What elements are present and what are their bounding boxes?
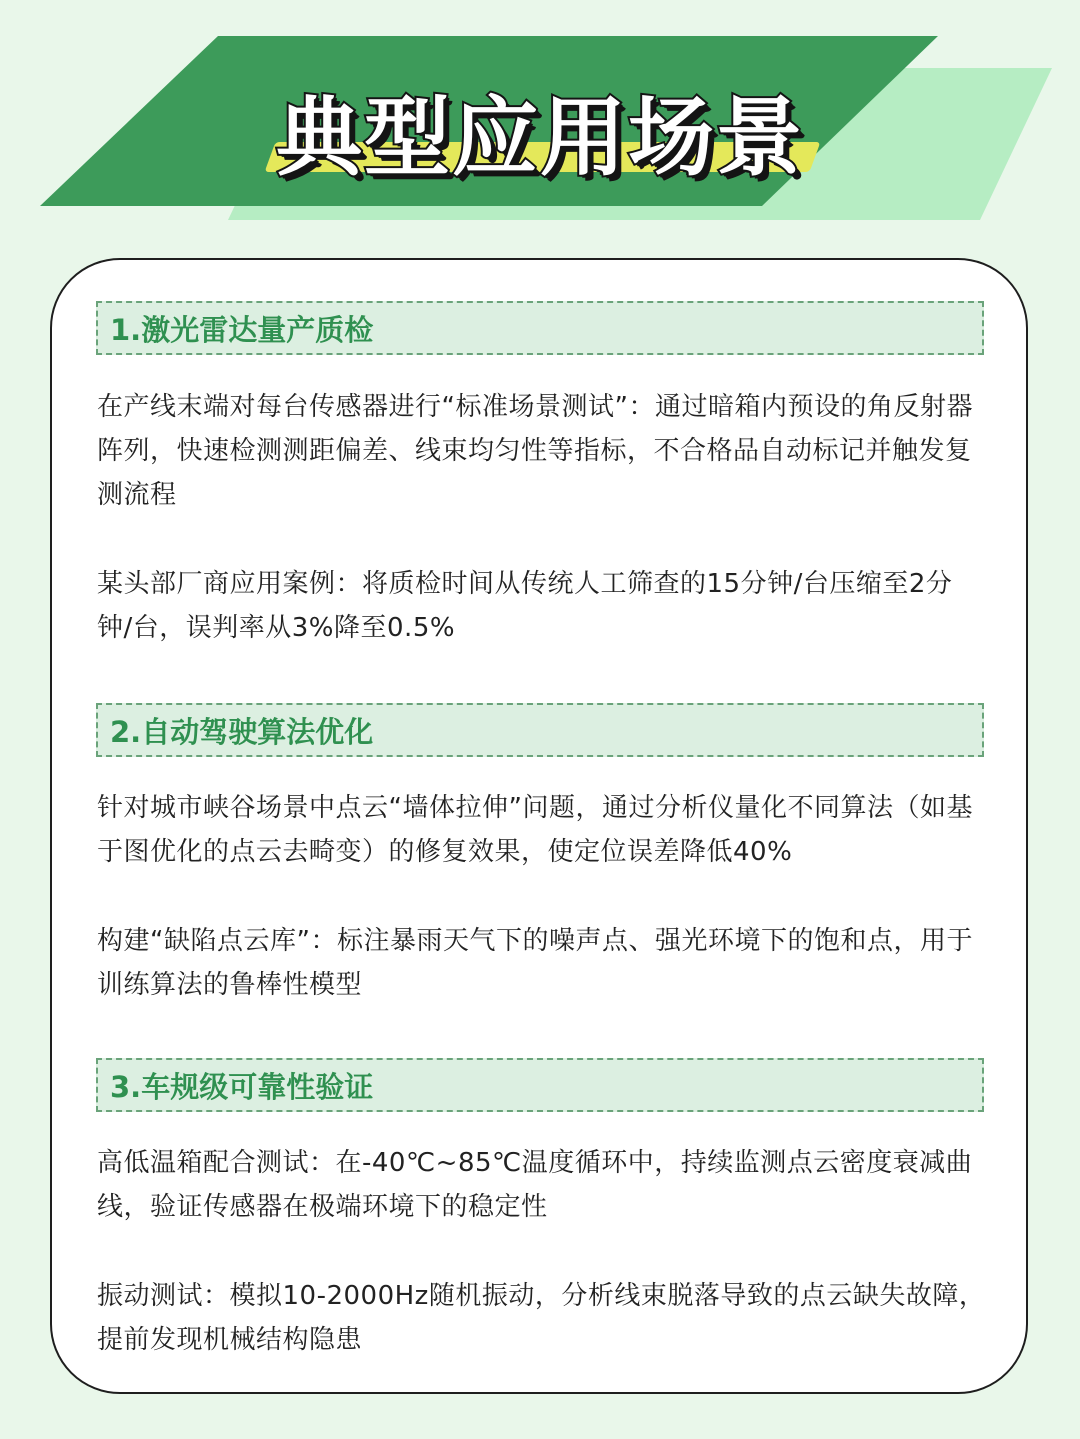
section-3-paragraph-1: 高低温箱配合测试：在-40℃~85℃温度循环中，持续监测点云密度衰减曲线，验证传感器在极端环境下的稳定性	[97, 1148, 973, 1222]
section-heading-text: 1.激光雷达量产质检	[110, 312, 374, 347]
section-2-paragraph-1: 针对城市峡谷场景中点云“墙体拉伸”问题，通过分析仪量化不同算法（如基于图优化的点云去畸变）的修复效果，使定位误差降低40%	[97, 793, 973, 867]
section-heading-1	[96, 301, 984, 355]
section-2-paragraph-2: 构建“缺陷点云库”：标注暴雨天气下的噪声点、强光环境下的饱和点，用于训练算法的鲁棒性模型	[97, 926, 973, 1000]
section-3-paragraph-2: 振动测试：模拟10-2000Hz随机振动，分析线束脱落导致的点云缺失故障，提前发现机械结构隐患	[97, 1281, 986, 1355]
page-title: 典型应用场景	[276, 88, 804, 188]
section-heading-3	[96, 1058, 984, 1112]
title-banner	[0, 0, 1080, 240]
section-1-paragraph-1: 在产线末端对每台传感器进行“标准场景测试”：通过暗箱内预设的角反射器阵列，快速检测测距偏差、线束均匀性等指标，不合格品自动标记并触发复测流程	[97, 392, 973, 510]
section-heading-text: 2.自动驾驶算法优化	[110, 714, 374, 749]
section-heading-text: 3.车规级可靠性验证	[110, 1069, 374, 1104]
section-1-paragraph-2: 某头部厂商应用案例：将质检时间从传统人工筛查的15分钟/台压缩至2分钟/台，误判率从3%降至0.5%	[97, 569, 953, 643]
section-heading-2	[96, 703, 984, 757]
